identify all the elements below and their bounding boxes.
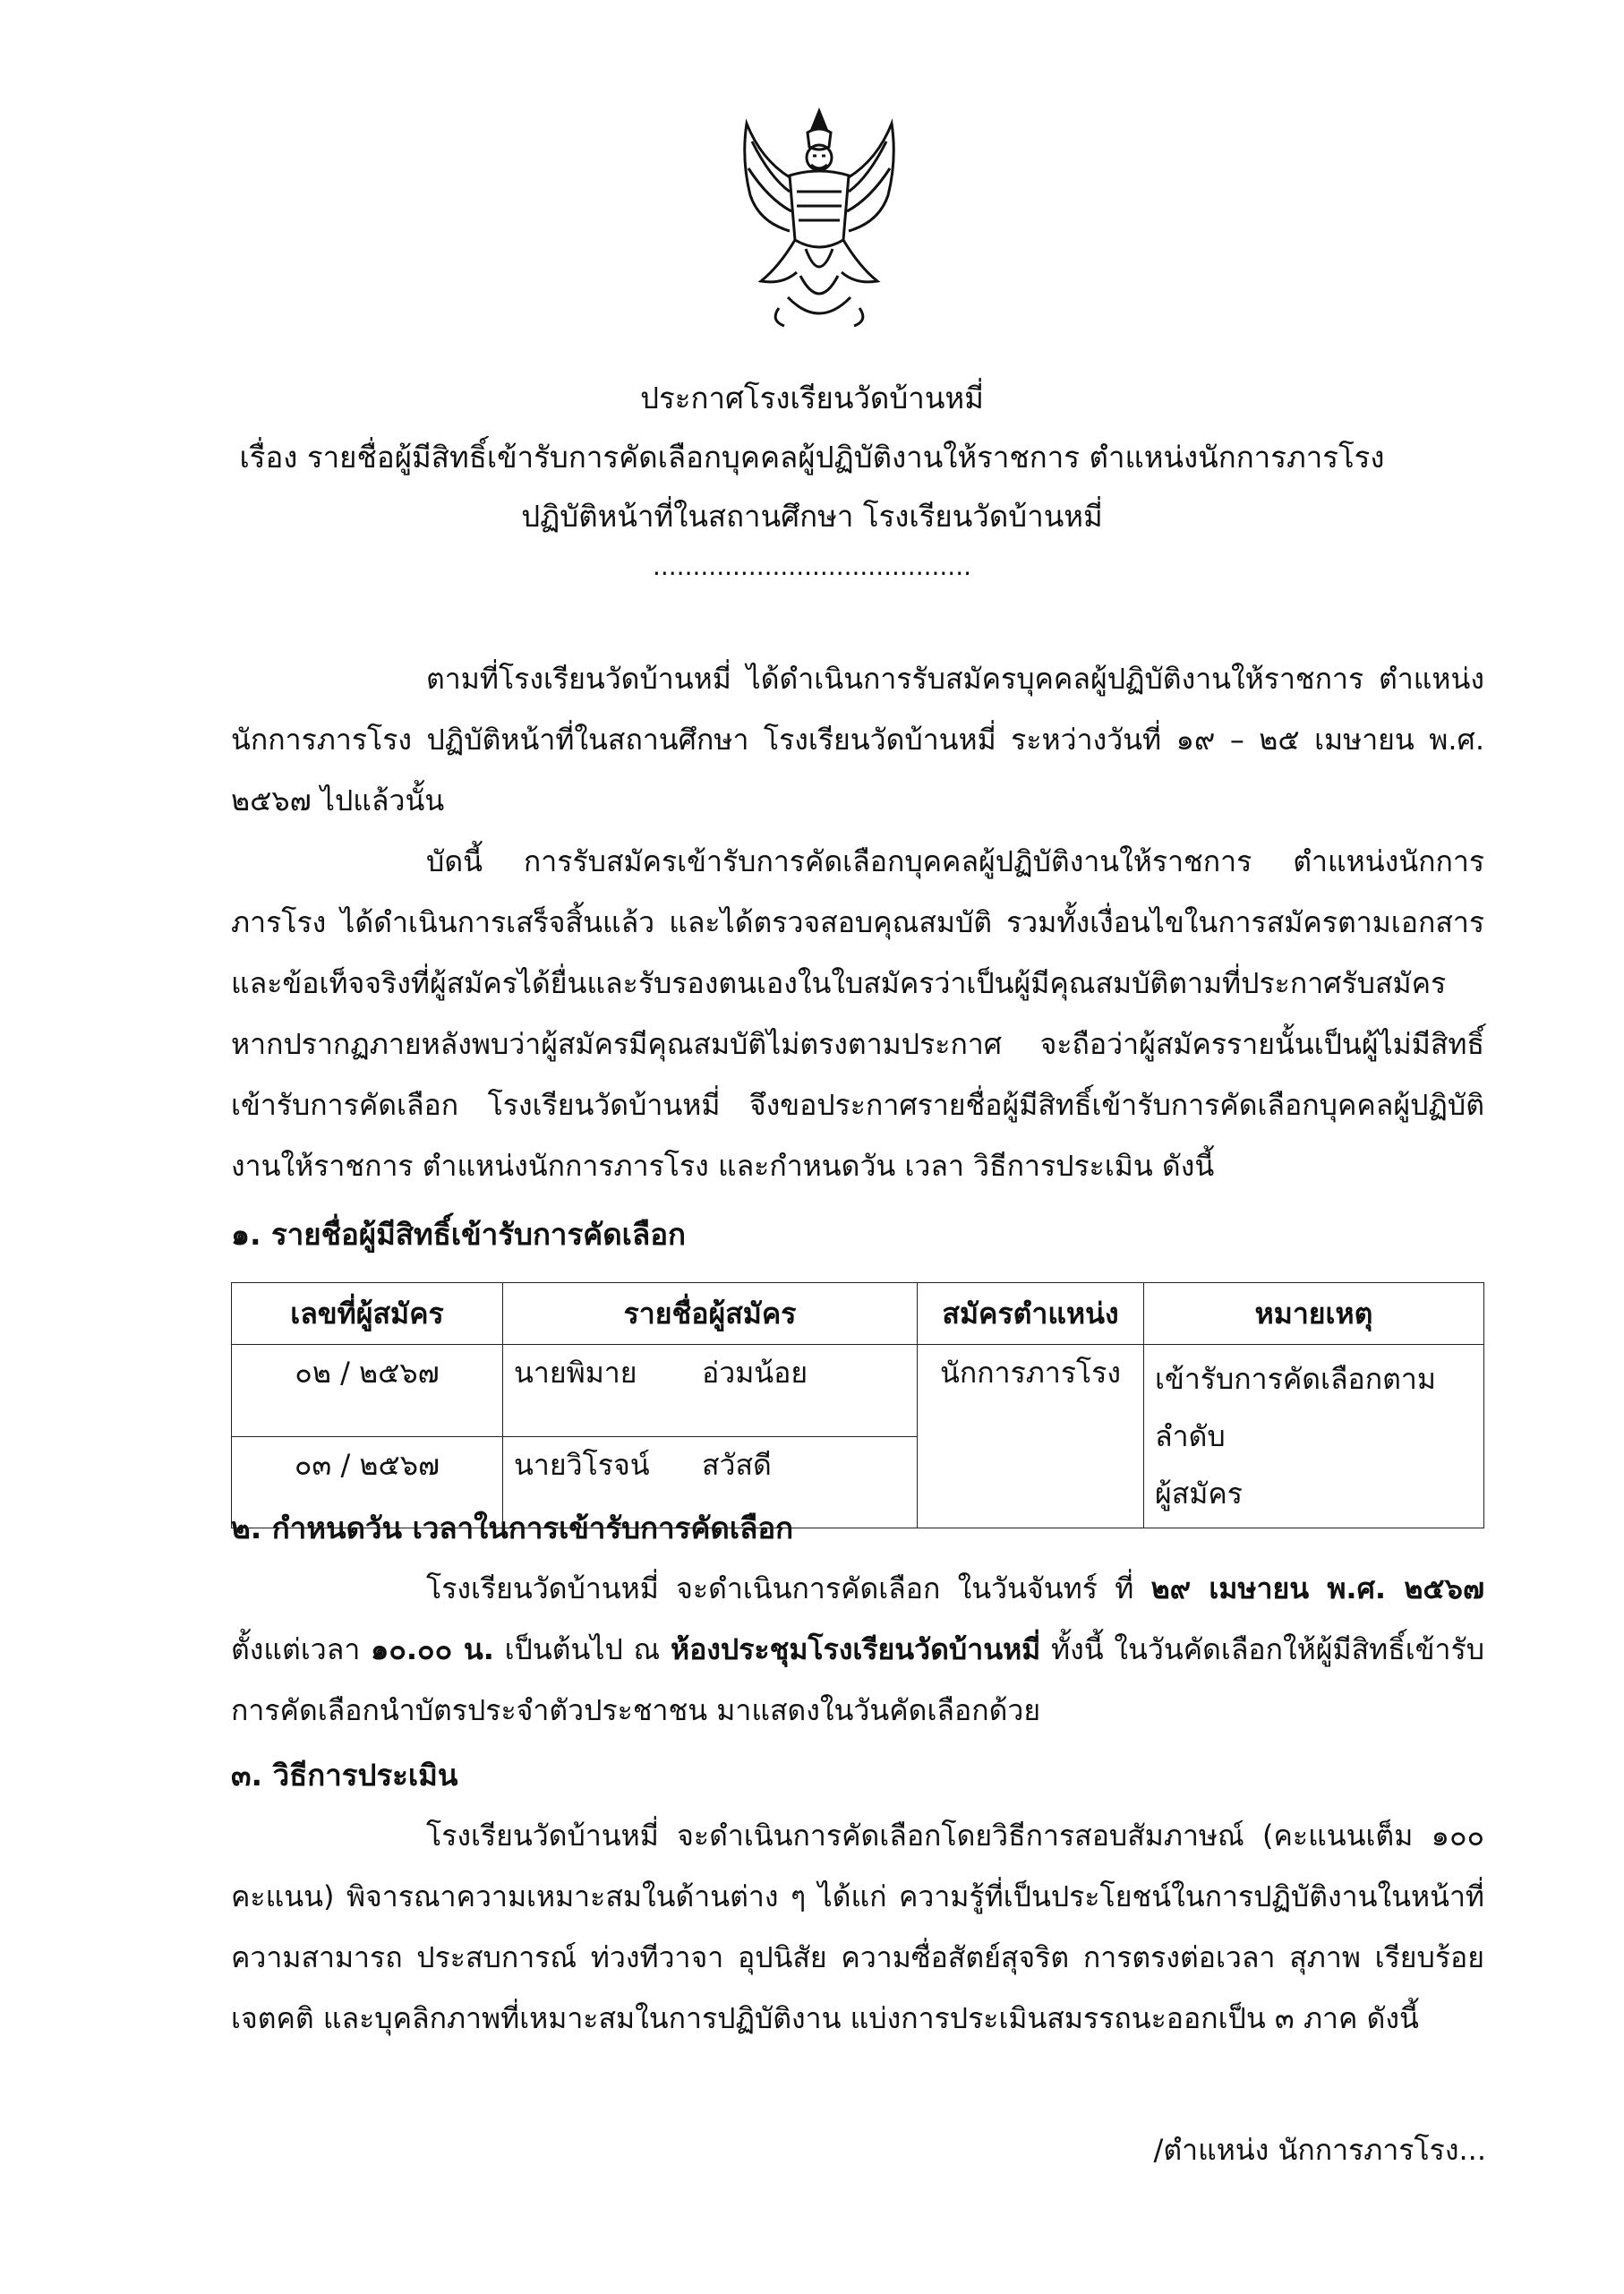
intro-block	[231, 648, 1484, 1196]
column-header: รายชื่อผู้สมัคร	[503, 1283, 918, 1345]
section3-block	[231, 1805, 1484, 2049]
section2-block	[231, 1558, 1484, 1741]
section2-text: เป็นต้นไป ณ	[493, 1632, 671, 1666]
applicant-number: ๐๓ / ๒๕๖๗	[232, 1436, 503, 1528]
table-row	[232, 1345, 1484, 1437]
selection-time: ๑๐.๐๐ น.	[371, 1632, 494, 1666]
intro-paragraph-1: ตามที่โรงเรียนวัดบ้านหมี่ ได้ดำเนินการรับสมัครบุคคลผู้ปฏิบัติงานให้ราชการ ตำแหน่งนักการภารโรง ปฏิบัติหน้าที่ในสถานศึกษา โรงเรียนวัดบ้านหมี่ ระหว่างวันที่ ๑๙ – ๒๕ เมษายน พ.ศ. ๒๕๖๗ ไปแล้วนั้น	[231, 662, 1484, 817]
column-header: หมายเหตุ	[1144, 1283, 1484, 1345]
remark-line-1: เข้ารับการคัดเลือกตามลำดับ	[1155, 1362, 1436, 1453]
applicant-first-name: นายพิมาย	[514, 1356, 637, 1390]
section3-heading: ๓. วิธีการประเมิน	[231, 1758, 458, 1793]
applicant-first-name: นายวิโรจน์	[514, 1447, 650, 1482]
section1-heading: ๑. รายชื่อผู้มีสิทธิ์เข้ารับการคัดเลือก	[231, 1217, 686, 1252]
intro-paragraph-2: บัดนี้ การรับสมัครเข้ารับการคัดเลือกบุคคลผู้ปฏิบัติงานให้ราชการ ตำแหน่งนักการภารโรง ได้ดำเนินการเสร็จสิ้นแล้ว และได้ตรวจสอบคุณสมบัติ รวมทั้งเงื่อนไขในการสมัครตามเอกสารและข้อเท็จจริงที่ผู้สมัครได้ยื่นและรับรองตนเองในใบสมัครว่าเป็นผู้มีคุณสมบัติตามที่ประกาศรับสมัคร หากปรากฏภายหลังพบว่าผู้สมัครมีคุณสมบัติไม่ตรงตามประกาศ จะถือว่าผู้สมัครรายนั้นเป็นผู้ไม่มีสิทธิ์เข้ารับการคัดเลือก โรงเรียนวัดบ้านหมี่ จึงขอประกาศรายชื่อผู้มีสิทธิ์เข้ารับการคัดเลือกบุคคลผู้ปฏิบัติงานให้ราชการ ตำแหน่งนักการภารโรง และกำหนดวัน เวลา วิธีการประเมิน ดังนี้	[231, 844, 1484, 1183]
selection-date: ๒๙ เมษายน พ.ศ. ๒๕๖๗	[1150, 1571, 1485, 1605]
section2-heading: ๒. กำหนดวัน เวลาในการเข้ารับการคัดเลือก	[231, 1511, 794, 1545]
table-header-row	[232, 1283, 1484, 1345]
applicant-table	[231, 1282, 1484, 1528]
applicant-last-name: สวัสดี	[702, 1447, 772, 1482]
page-continuation: /ตำแหน่ง นักการภารโรง...	[1153, 2133, 1486, 2167]
announcement-subject-line2: ปฏิบัติหน้าที่ในสถานศึกษา โรงเรียนวัดบ้านหมี่	[521, 499, 1103, 534]
column-header: สมัครตำแหน่ง	[918, 1283, 1144, 1345]
separator-dots: ........................................	[652, 552, 971, 581]
column-header: เลขที่ผู้สมัคร	[232, 1283, 503, 1345]
section2-text: โรงเรียนวัดบ้านหมี่ จะดำเนินการคัดเลือก ในวันจันทร์ ที่	[426, 1571, 1151, 1605]
applicant-number: ๐๒ / ๒๕๖๗	[232, 1345, 503, 1437]
garuda-emblem-icon	[734, 106, 904, 337]
remark-cell	[1144, 1345, 1484, 1528]
section3-paragraph: โรงเรียนวัดบ้านหมี่ จะดำเนินการคัดเลือกโดยวิธีการสอบสัมภาษณ์ (คะแนนเต็ม ๑๐๐ คะแนน) พิจารณาความเหมาะสมในด้านต่าง ๆ ได้แก่ ความรู้ที่เป็นประโยชน์ในการปฏิบัติงานในหน้าที่ ความสามารถ ประสบการณ์ ท่วงทีวาจา อุปนิสัย ความซื่อสัตย์สุจริต การตรงต่อเวลา สุภาพ เรียบร้อย เจตคติ และบุคลิกภาพที่เหมาะสมในการปฏิบัติงาน แบ่งการประเมินสมรรถนะออกเป็น ๓ ภาค ดังนี้	[231, 1819, 1484, 2035]
section2-text: ทั้งนี้ ในวันคัดเลือกให้ผู้มีสิทธิ์เข้ารับการคัดเลือกนำบัตรประจำตัวประชาชน มาแสดงในวันคัดเลือกด้วย	[231, 1632, 1485, 1727]
announcement-title: ประกาศโรงเรียนวัดบ้านหมี่	[640, 381, 984, 415]
applied-position: นักการภารโรง	[918, 1345, 1144, 1528]
section2-paragraph	[231, 1558, 1484, 1741]
selection-place: ห้องประชุมโรงเรียนวัดบ้านหมี่	[670, 1632, 1041, 1666]
announcement-subject-line1: เรื่อง รายชื่อผู้มีสิทธิ์เข้ารับการคัดเลือกบุคคลผู้ปฏิบัติงานให้ราชการ ตำแหน่งนักการภารโรง	[239, 440, 1385, 475]
applicant-last-name: อ่วมน้อย	[702, 1356, 808, 1390]
section2-text: ตั้งแต่เวลา	[231, 1632, 372, 1666]
applicant-name	[503, 1345, 918, 1437]
remark-line-2: ผู้สมัคร	[1155, 1477, 1243, 1511]
